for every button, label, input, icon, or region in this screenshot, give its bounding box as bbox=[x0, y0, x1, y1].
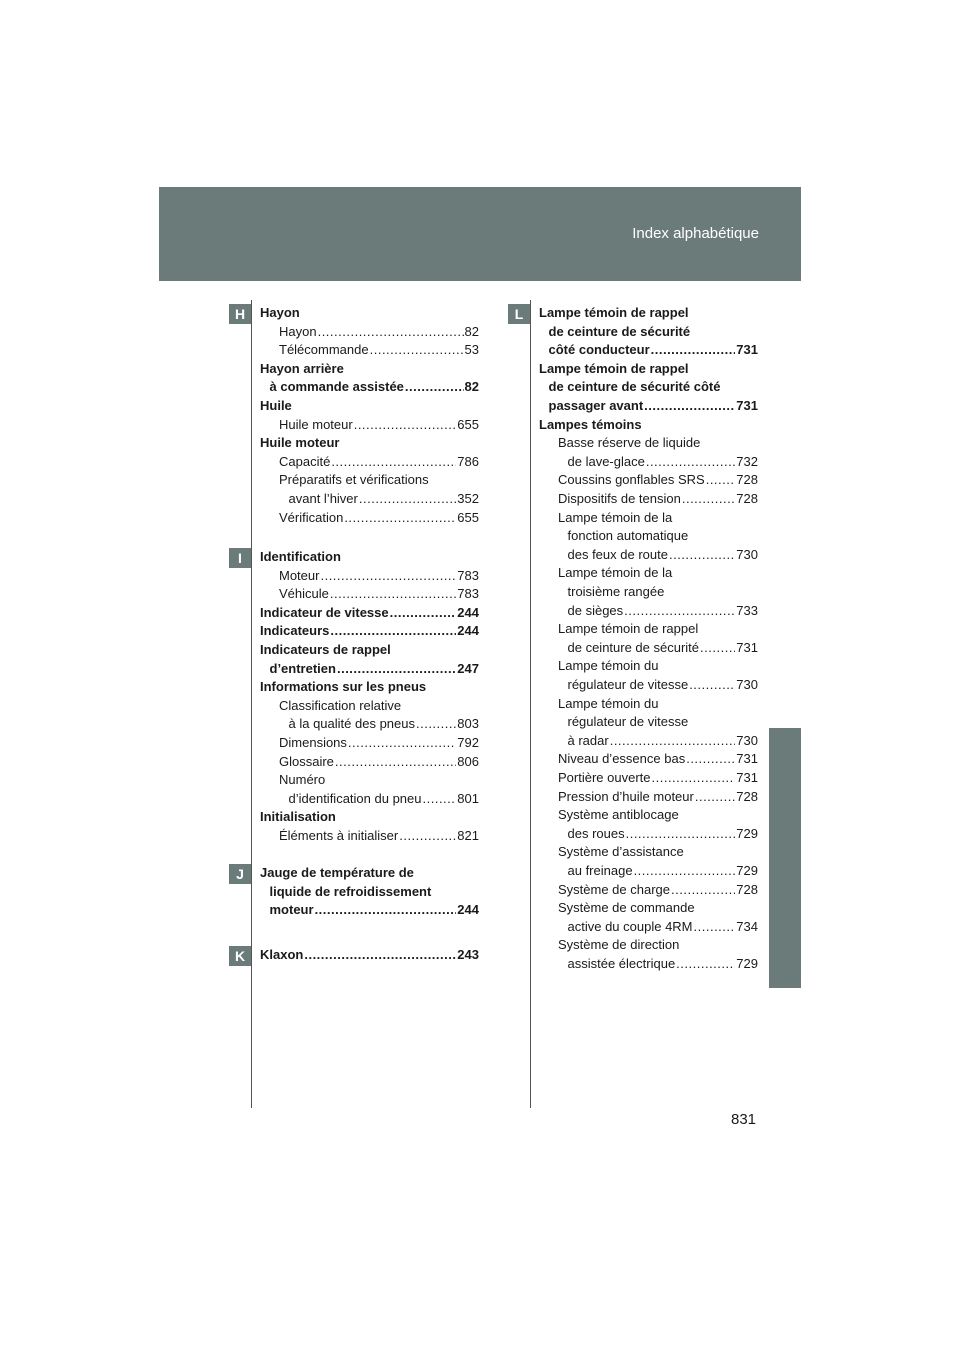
index-entry-text: Hayon bbox=[260, 305, 300, 320]
index-entry-page: 730 bbox=[736, 677, 758, 692]
page-header-band bbox=[159, 187, 801, 281]
index-entry-text: Télécommande bbox=[279, 342, 369, 358]
index-entry-text: Dispositifs de tension bbox=[558, 491, 681, 506]
dot-leader bbox=[694, 918, 736, 937]
index-entry bbox=[568, 862, 759, 881]
dot-leader bbox=[335, 753, 456, 772]
index-entry bbox=[568, 527, 759, 546]
dot-leader bbox=[651, 341, 736, 360]
index-entry bbox=[539, 304, 758, 323]
index-entry bbox=[279, 453, 479, 472]
dot-leader bbox=[344, 509, 456, 528]
index-entry-text: à radar bbox=[567, 732, 609, 748]
dot-leader bbox=[624, 602, 735, 621]
index-entry-text: au freinage bbox=[567, 863, 633, 878]
dot-leader bbox=[646, 453, 735, 472]
dot-leader bbox=[399, 827, 456, 846]
index-entry-text: Système de commande bbox=[558, 900, 695, 916]
index-entry bbox=[558, 806, 758, 825]
index-entry-text: Lampe témoin de la bbox=[558, 565, 673, 581]
index-entry-text: d’entretien bbox=[269, 660, 336, 676]
section-letter-badge: K bbox=[229, 946, 251, 966]
section-letter-badge: H bbox=[229, 304, 251, 324]
index-entry bbox=[260, 622, 479, 641]
index-entry bbox=[279, 753, 479, 772]
index-entry-text: régulateur de vitesse bbox=[567, 677, 689, 692]
index-entry-text: fonction automatique bbox=[567, 528, 689, 544]
index-entry bbox=[558, 509, 758, 528]
dot-leader bbox=[320, 567, 456, 586]
index-entry bbox=[279, 567, 479, 586]
index-entry-text: Lampes témoins bbox=[539, 416, 642, 432]
index-entry-text: régulateur de vitesse bbox=[567, 714, 689, 730]
index-entry bbox=[539, 416, 758, 435]
index-entry-text: Informations sur les pneus bbox=[260, 679, 427, 695]
index-entry-text: Huile moteur bbox=[260, 435, 340, 451]
index-entry-text: Hayon arrière bbox=[260, 360, 344, 376]
index-entry-text: Glossaire bbox=[279, 753, 334, 769]
index-entry bbox=[279, 323, 479, 342]
dot-leader bbox=[318, 323, 464, 342]
index-entry bbox=[279, 341, 479, 360]
index-entry-text: des feux de route bbox=[567, 546, 668, 562]
index-entry-page: 733 bbox=[736, 602, 758, 618]
index-entry-text: Indicateurs de rappel bbox=[260, 642, 391, 657]
index-entry-page: 729 bbox=[736, 825, 758, 841]
index-entry-text: Lampe témoin du bbox=[558, 695, 659, 711]
dot-leader bbox=[610, 732, 736, 751]
dot-leader bbox=[416, 715, 456, 734]
dot-leader bbox=[689, 676, 735, 695]
index-entry-text: active du couple 4RM bbox=[567, 918, 693, 934]
chapter-side-tab bbox=[769, 728, 801, 988]
index-entry bbox=[279, 827, 479, 846]
dot-leader bbox=[700, 639, 735, 658]
dot-leader bbox=[354, 416, 457, 435]
index-entry-page: 731 bbox=[736, 398, 758, 413]
dot-leader bbox=[676, 955, 735, 974]
dot-leader bbox=[304, 946, 456, 965]
index-entry bbox=[270, 660, 480, 679]
index-entry-text: à commande assistée bbox=[269, 379, 404, 395]
index-entry-page: 734 bbox=[736, 918, 758, 934]
index-entry-page: 82 bbox=[464, 323, 479, 339]
index-entry bbox=[549, 341, 759, 360]
index-entry-text: Jauge de température de bbox=[260, 865, 414, 880]
index-entry-text: Klaxon bbox=[260, 947, 304, 962]
index-entry-page: 728 bbox=[736, 881, 758, 897]
index-entry bbox=[558, 750, 758, 769]
index-entry-page: 352 bbox=[457, 491, 479, 506]
index-entry-text: Système antiblocage bbox=[558, 807, 679, 823]
index-entry bbox=[260, 304, 479, 323]
index-entry-text: Lampe témoin de rappel bbox=[539, 305, 689, 320]
index-entry bbox=[260, 864, 479, 883]
dot-leader bbox=[686, 750, 735, 769]
index-entry-text: Niveau d’essence bas bbox=[558, 751, 686, 767]
index-entry bbox=[558, 936, 758, 955]
index-entry bbox=[568, 732, 759, 751]
dot-leader bbox=[348, 734, 456, 753]
index-entry-text: de ceinture de sécurité bbox=[548, 323, 691, 339]
index-entry bbox=[568, 583, 759, 602]
index-entry-page: 806 bbox=[457, 753, 479, 769]
index-entry-text: Portière ouverte bbox=[558, 770, 651, 785]
index-entry-text: Éléments à initialiser bbox=[279, 828, 399, 843]
index-entry-text: Huile moteur bbox=[279, 416, 353, 432]
index-entry-text: Véhicule bbox=[279, 586, 329, 602]
dot-leader bbox=[337, 660, 456, 679]
index-entry-page: 655 bbox=[457, 509, 479, 525]
index-entry bbox=[260, 548, 479, 567]
index-entry-text: avant l’hiver bbox=[288, 491, 358, 506]
index-entry-page: 821 bbox=[457, 828, 479, 843]
index-entry bbox=[260, 397, 479, 416]
index-entry bbox=[558, 695, 758, 714]
index-entry bbox=[279, 697, 479, 716]
dot-leader bbox=[390, 604, 457, 623]
index-entry bbox=[568, 825, 759, 844]
index-entry-page: 731 bbox=[736, 770, 758, 785]
dot-leader bbox=[315, 901, 457, 920]
index-entry-text: Dimensions bbox=[279, 735, 347, 750]
index-entry-page: 730 bbox=[736, 546, 758, 562]
index-entry-text: moteur bbox=[269, 902, 314, 918]
index-entry bbox=[558, 490, 758, 509]
dot-leader bbox=[423, 790, 457, 809]
index-entry-text: d’identification du pneu bbox=[288, 790, 422, 806]
index-entry bbox=[568, 955, 759, 974]
index-entry-page: 732 bbox=[736, 453, 758, 469]
index-entry bbox=[558, 843, 758, 862]
dot-leader bbox=[330, 585, 456, 604]
index-entry-text: Capacité bbox=[279, 453, 331, 469]
index-entry-text: assistée électrique bbox=[567, 956, 676, 971]
index-entry-text: Pression d’huile moteur bbox=[558, 788, 694, 804]
dot-leader bbox=[634, 862, 736, 881]
index-entry-text: des roues bbox=[567, 825, 625, 841]
index-entry-text: Numéro bbox=[279, 772, 326, 788]
index-entry bbox=[260, 434, 479, 453]
dot-leader bbox=[359, 490, 456, 509]
index-entry-text: Huile bbox=[260, 398, 292, 413]
dot-leader bbox=[695, 788, 735, 807]
dot-leader bbox=[706, 471, 736, 490]
index-entry-text: Indicateurs bbox=[260, 623, 330, 639]
index-entry bbox=[279, 734, 479, 753]
index-entry-text: Classification relative bbox=[279, 697, 402, 713]
index-entry bbox=[558, 620, 758, 639]
index-entry bbox=[558, 471, 758, 490]
index-entry-page: 801 bbox=[457, 790, 479, 806]
index-entry bbox=[279, 509, 479, 528]
index-entry bbox=[279, 771, 479, 790]
index-entry-text: Coussins gonflables SRS bbox=[558, 472, 705, 488]
index-entry-text: Vérification bbox=[279, 509, 344, 525]
index-entry bbox=[558, 657, 758, 676]
index-entry bbox=[549, 397, 759, 416]
index-entry-page: 731 bbox=[736, 639, 758, 655]
index-entry bbox=[260, 360, 479, 379]
index-entry-page: 655 bbox=[457, 416, 479, 432]
index-entry-text: Lampe témoin de rappel bbox=[539, 360, 689, 376]
dot-leader bbox=[626, 825, 736, 844]
index-entry-text: côté conducteur bbox=[548, 342, 650, 358]
index-entry bbox=[558, 434, 758, 453]
index-entry-page: 728 bbox=[736, 788, 758, 804]
dot-leader bbox=[652, 769, 736, 788]
index-entry bbox=[260, 808, 479, 827]
section-letter-badge: J bbox=[229, 864, 251, 884]
index-entry bbox=[549, 378, 759, 397]
index-entry-page: 247 bbox=[457, 660, 479, 676]
index-entry-page: 243 bbox=[457, 947, 479, 962]
index-entry bbox=[568, 639, 759, 658]
index-entry-text: Lampe témoin du bbox=[558, 658, 659, 674]
index-entry-text: Identification bbox=[260, 549, 341, 564]
index-entry-text: Indicateur de vitesse bbox=[260, 604, 389, 620]
index-entry bbox=[270, 901, 480, 920]
index-entry-text: Lampe témoin de rappel bbox=[558, 621, 699, 637]
index-entry-page: 783 bbox=[457, 567, 479, 583]
index-entry bbox=[568, 713, 759, 732]
index-entry bbox=[568, 453, 759, 472]
dot-leader bbox=[330, 622, 456, 641]
index-entry-page: 729 bbox=[736, 863, 758, 878]
dot-leader bbox=[405, 378, 464, 397]
index-entry-page: 53 bbox=[464, 342, 479, 358]
index-entry-page: 731 bbox=[736, 342, 758, 358]
index-entry-text: Préparatifs et vérifications bbox=[279, 472, 429, 488]
index-entry-page: 728 bbox=[736, 472, 758, 488]
index-entry-page: 244 bbox=[457, 902, 479, 918]
index-entry-text: troisième rangée bbox=[567, 584, 665, 599]
column-divider-left bbox=[251, 300, 252, 1108]
column-divider-right bbox=[530, 300, 531, 1108]
index-entry bbox=[568, 602, 759, 621]
index-entry bbox=[558, 788, 758, 807]
index-entry bbox=[558, 769, 758, 788]
dot-leader bbox=[671, 881, 735, 900]
index-entry-text: de sièges bbox=[567, 602, 624, 618]
index-entry-text: à la qualité des pneus bbox=[288, 716, 415, 732]
section-letter-badge: L bbox=[508, 304, 530, 324]
index-entry bbox=[539, 360, 758, 379]
index-entry bbox=[260, 641, 479, 660]
index-entry bbox=[260, 678, 479, 697]
page-number: 831 bbox=[731, 1111, 757, 1128]
index-entry-page: 792 bbox=[457, 735, 479, 750]
index-entry bbox=[568, 676, 759, 695]
index-entry-page: 730 bbox=[736, 732, 758, 748]
index-entry-page: 82 bbox=[464, 379, 479, 395]
index-entry bbox=[568, 918, 759, 937]
index-entry-text: Basse réserve de liquide bbox=[558, 435, 701, 451]
index-entry-page: 803 bbox=[457, 716, 479, 732]
index-entry bbox=[549, 323, 759, 342]
index-entry bbox=[260, 604, 479, 623]
index-entry-text: passager avant bbox=[548, 398, 644, 413]
index-entry bbox=[279, 416, 479, 435]
section-letter-badge: I bbox=[229, 548, 251, 568]
index-entry-page: 786 bbox=[457, 453, 479, 469]
index-entry-text: de lave-glace bbox=[567, 453, 645, 469]
index-entry bbox=[289, 715, 480, 734]
index-entry bbox=[279, 585, 479, 604]
index-entry bbox=[558, 564, 758, 583]
index-entry bbox=[260, 946, 479, 965]
index-entry-page: 244 bbox=[457, 623, 479, 639]
index-entry-page: 729 bbox=[736, 956, 758, 971]
dot-leader bbox=[682, 490, 735, 509]
index-entry-text: Système de direction bbox=[558, 937, 680, 953]
index-entry-page: 728 bbox=[736, 491, 758, 506]
index-entry-page: 731 bbox=[736, 751, 758, 767]
index-entry-text: de ceinture de sécurité bbox=[567, 639, 700, 655]
index-entry bbox=[558, 881, 758, 900]
index-entry bbox=[270, 378, 480, 397]
dot-leader bbox=[331, 453, 456, 472]
index-entry-text: liquide de refroidissement bbox=[269, 883, 432, 899]
index-entry-page: 783 bbox=[457, 586, 479, 602]
index-entry-text: Hayon bbox=[279, 323, 317, 339]
index-entry-text: Système d’assistance bbox=[558, 844, 684, 860]
index-entry bbox=[568, 546, 759, 565]
index-entry bbox=[279, 471, 479, 490]
dot-leader bbox=[644, 397, 735, 416]
index-entry-text: Lampe témoin de la bbox=[558, 509, 673, 525]
index-entry bbox=[289, 790, 480, 809]
index-entry bbox=[270, 883, 480, 902]
index-entry bbox=[289, 490, 480, 509]
index-entry bbox=[558, 899, 758, 918]
index-entry-page: 244 bbox=[457, 604, 479, 620]
dot-leader bbox=[669, 546, 735, 565]
dot-leader bbox=[370, 341, 464, 360]
index-entry-text: de ceinture de sécurité côté bbox=[548, 379, 721, 395]
page-header-title: Index alphabétique bbox=[632, 225, 759, 242]
index-entry-text: Moteur bbox=[279, 567, 320, 583]
index-entry-text: Système de charge bbox=[558, 881, 671, 897]
index-entry-text: Initialisation bbox=[260, 809, 336, 825]
